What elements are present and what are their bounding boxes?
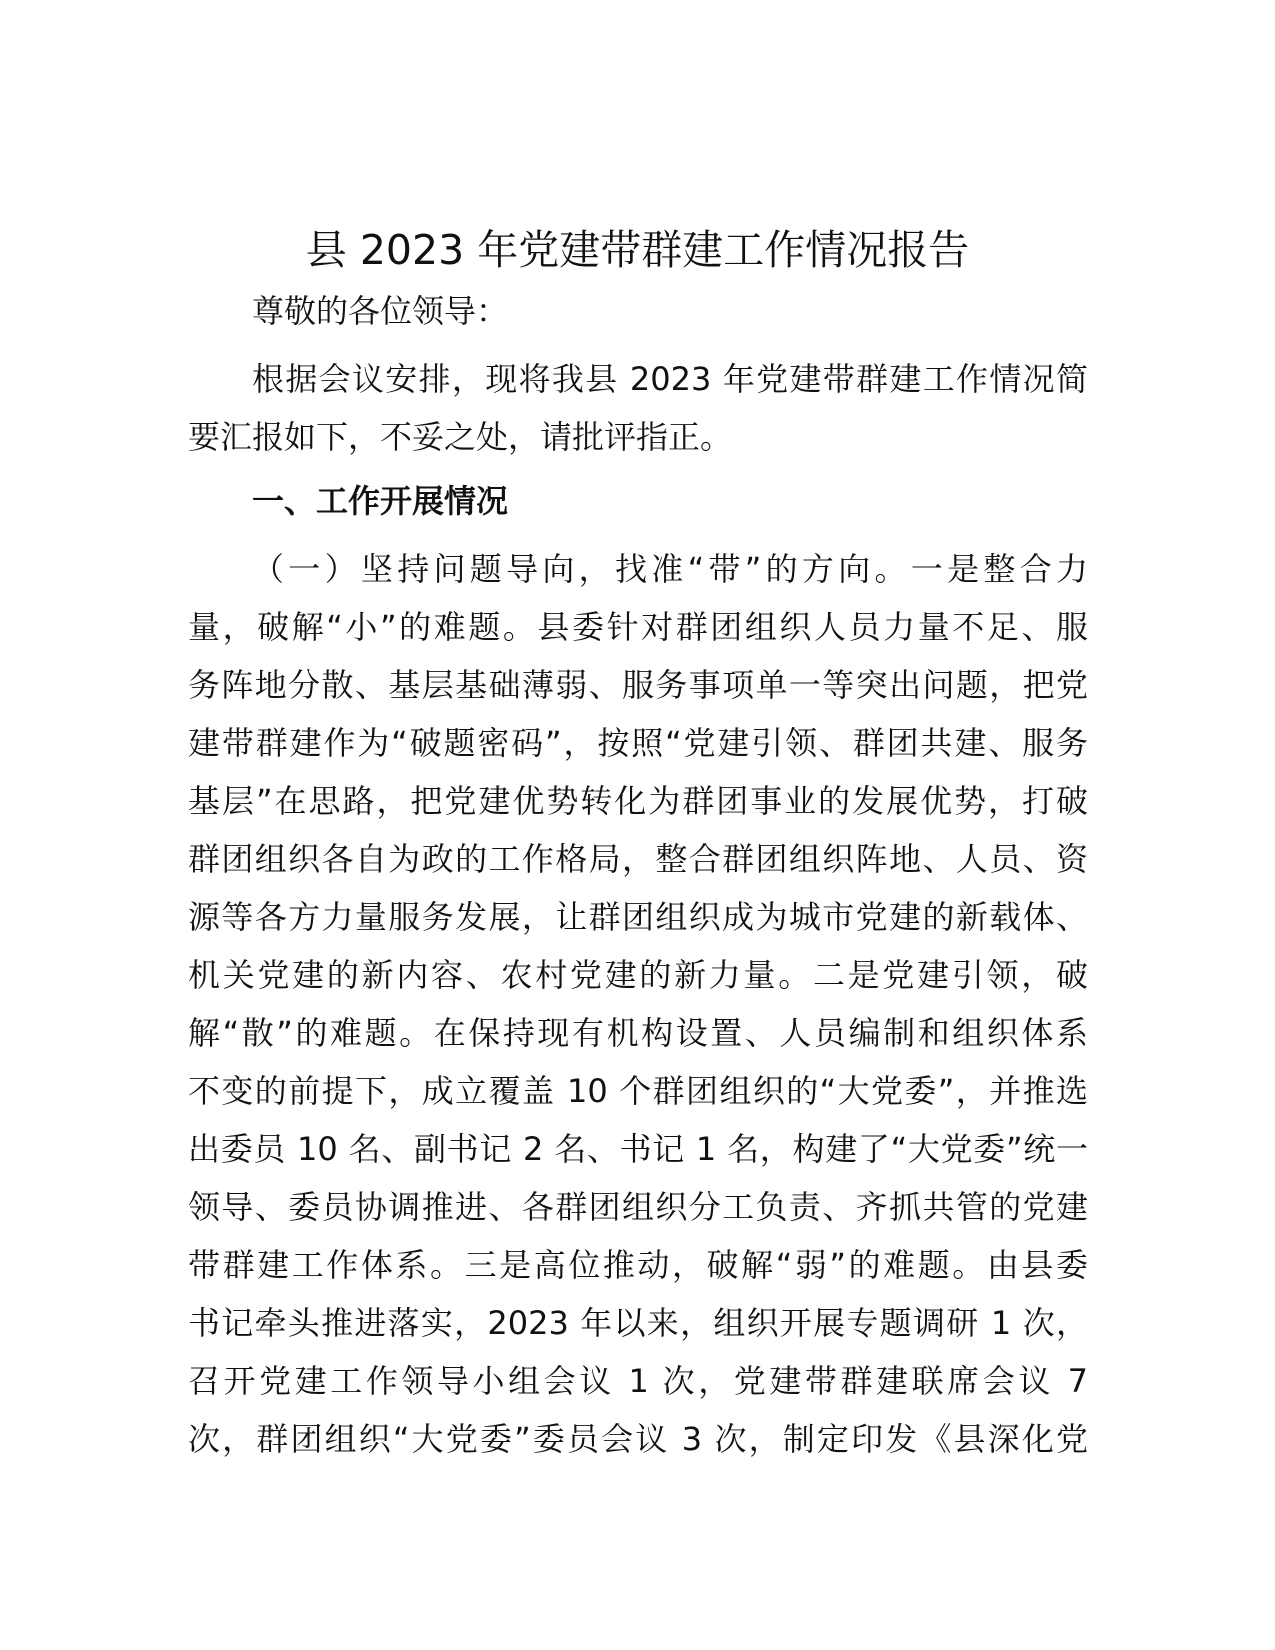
intro-paragraph [188,350,1088,466]
document-title: 县 2023 年党建带群建工作情况报告 [305,226,970,274]
section1-line: 基层”在思路，把党建优势转化为群团事业的发展优势，打破 [188,782,1088,820]
section1-line: 带群建工作体系。三是高位推动，破解“弱”的难题。由县委 [188,1246,1088,1284]
section1-line: 量，破解“小”的难题。县委针对群团组织人员力量不足、服 [188,608,1088,646]
greeting-paragraph [188,282,1088,340]
section1-line: 解“散”的难题。在保持现有机构设置、人员编制和组织体系 [188,1014,1088,1052]
section1-line: 不变的前提下，成立覆盖 10 个群团组织的“大党委”，并推选 [188,1072,1088,1110]
greeting-line: 尊敬的各位领导： [252,292,509,330]
section1-line: 次，群团组织“大党委”委员会议 3 次，制定印发《县深化党 [188,1420,1088,1458]
section1-line: 机关党建的新内容、农村党建的新力量。二是党建引领，破 [188,956,1088,994]
section1-paragraph [188,540,1088,1468]
section1-line: 召开党建工作领导小组会议 1 次，党建带群建联席会议 7 [188,1362,1088,1400]
section1-line: 务阵地分散、基层基础薄弱、服务事项单一等突出问题，把党 [188,666,1088,704]
section1-line: （一）坚持问题导向，找准“带”的方向。一是整合力 [252,550,1088,588]
intro-line-1: 根据会议安排，现将我县 2023 年党建带群建工作情况简 [252,360,1088,398]
section1-line: 建带群建作为“破题密码”，按照“党建引领、群团共建、服务 [188,724,1088,762]
section1-line: 出委员 10 名、副书记 2 名、书记 1 名，构建了“大党委”统一 [188,1130,1088,1168]
section1-line: 领导、委员协调推进、各群团组织分工负责、齐抓共管的党建 [188,1188,1088,1226]
section1-line: 群团组织各自为政的工作格局，整合群团组织阵地、人员、资 [188,840,1088,878]
section-heading-block [188,472,1088,530]
intro-line-2: 要汇报如下，不妥之处，请批评指正。 [188,418,733,456]
section-heading: 一、工作开展情况 [252,482,509,520]
section1-line: 源等各方力量服务发展，让群团组织成为城市党建的新载体、 [188,898,1088,936]
section1-line: 书记牵头推进落实，2023 年以来，组织开展专题调研 1 次， [188,1304,1088,1342]
